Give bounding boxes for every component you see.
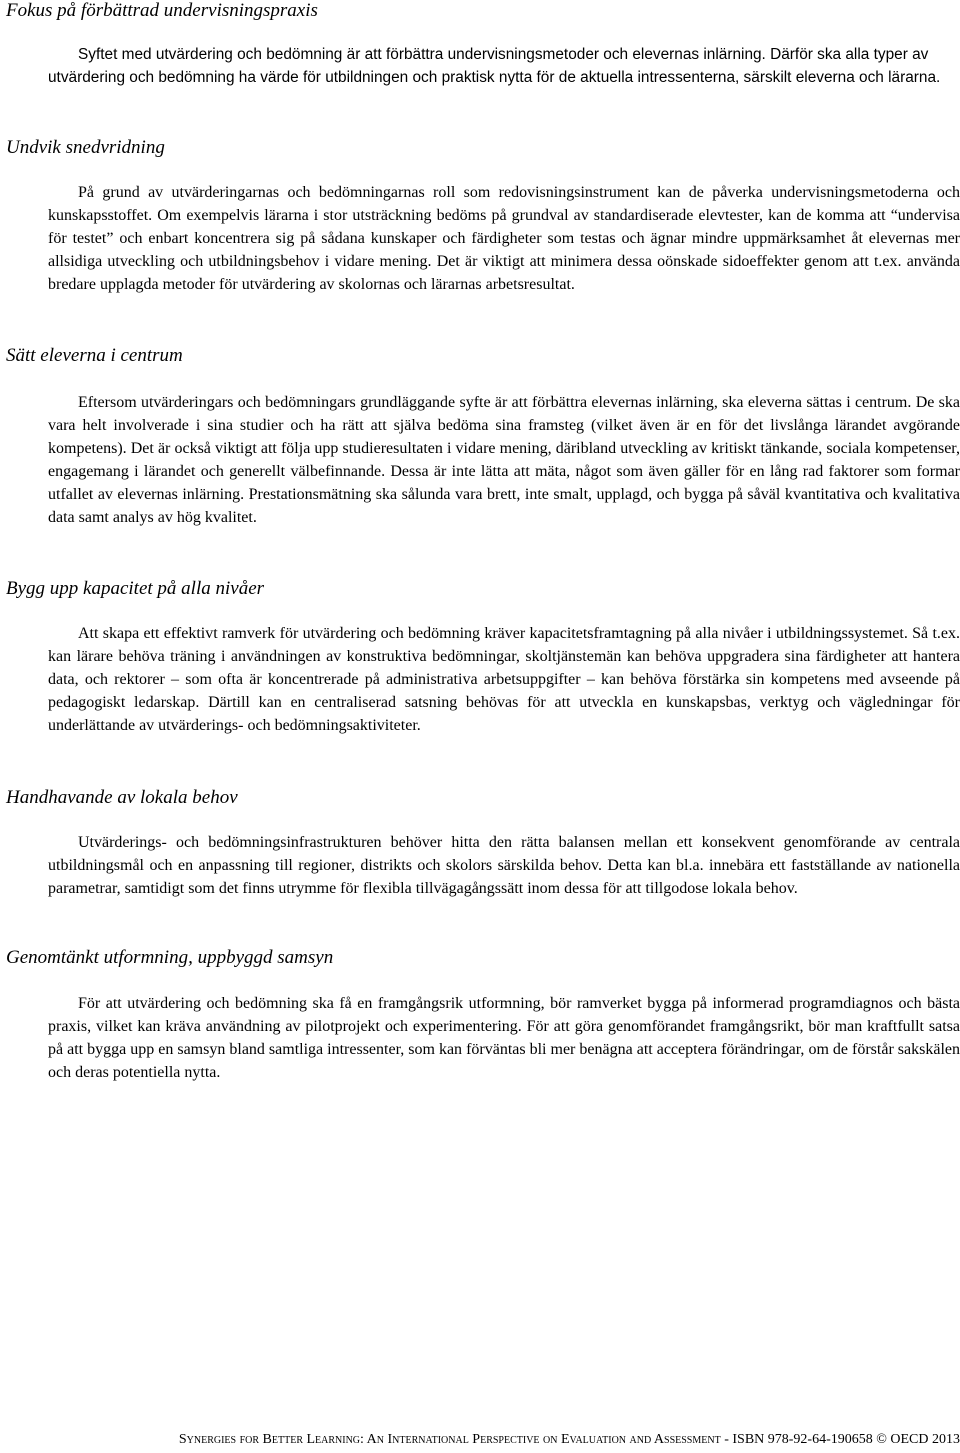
footer-isbn: - ISBN 978-92-64-190658 © OECD 2013	[720, 1432, 960, 1447]
section-heading-lokala-behov: Handhavande av lokala behov	[6, 787, 238, 808]
section-heading-fokus: Fokus på förbättrad undervisningspraxis	[6, 0, 318, 21]
section-heading-kapacitet: Bygg upp kapacitet på alla nivåer	[6, 578, 265, 599]
section-heading-samsyn: Genomtänkt utformning, uppbyggd samsyn	[6, 947, 334, 968]
section-body-centrum: Eftersom utvärderingars och bedömningars grundläggande syfte är att förbättra elevernas inlärning, ska eleverna sättas i centrum. De ska vara helt involverade i sina studier och ha rätt att själva bedöma sina framsteg (vilket även är en för det livslånga lärandet avgörande kompetens). Det är också viktigt att följa upp studieresultaten i vidare mening, däribland utveckling av kritiskt tänkande, sociala kompetenser, engagemang i lärandet och generellt välbefinnande. Dessa är inte lätta att mäta, något som även gäller för en lång rad faktorer som formar utfallet av elevernas inlärning. Prestationsmätning ska sålunda vara brett, inte smalt, upplagd, och bygga på såväl kvantitativa och kvalitativa data samt analys av hög kvalitet.	[48, 394, 960, 526]
section-body-kapacitet: Att skapa ett effektivt ramverk för utvärdering och bedömning kräver kapacitetsframtagning på alla nivåer i utbildningssystemet. Så t.ex. kan lärare behöva träning i användningen av konstruktiva bedömningar, skoltjänstemän kan behöva uppgradera sina färdigheter att hantera data, och rektorer – som ofta är koncentrerade på administrativa arbetsuppgifter – kan behöva förstärka sin kompetens med avseende på pedagogiskt ledarskap. Därtill kan en centraliserad satsning behövas för att utveckla en kunskapsbas, verktyg och vägledningar för underlättande av utvärderings- och bedömningsaktiviteter.	[48, 625, 960, 734]
section-heading-centrum: Sätt eleverna i centrum	[6, 345, 183, 366]
section-body-fokus: Syftet med utvärdering och bedömning är att förbättra undervisningsmetoder och elevernas inlärning. Därför ska alla typer av utvärdering och bedömning ha värde för utbildningen och praktisk nytta för de aktuella intressenterna, särskilt eleverna och lärarna.	[48, 46, 941, 86]
section-heading-snedvridning: Undvik snedvridning	[6, 137, 165, 158]
footer-title: Synergies for Better Learning: An International Perspective on Evaluation and Assessment	[178, 1432, 721, 1447]
section-body-samsyn: För att utvärdering och bedömning ska få en framgångsrik utformning, bör ramverket bygga på informerad programdiagnos och bästa praxis, vilket kan kräva användning av pilotprojekt och experimentering. För att göra genomförandet framgångsrikt, bör man kraftfullt satsa på att bygga upp en samsyn bland samtliga intressenter, som kan förväntas bli mer benägna att acceptera förändringar, om de förstår sakskälen och deras potentiella nytta.	[48, 995, 960, 1081]
section-body-lokala-behov: Utvärderings- och bedömningsinfrastrukturen behöver hitta den rätta balansen mellan ett konsekvent genomförande av centrala utbildningsmål och en anpassning till regioner, distrikts och skolors särskilda behov. Detta kan bl.a. innebära ett fastställande av nationella parametrar, samtidigt som det finns utrymme för flexibla tillvägagångssätt inom dessa för att tillgodose lokala behov.	[48, 834, 960, 897]
page-footer	[100, 1432, 960, 1448]
section-body-snedvridning: På grund av utvärderingarnas och bedömningarnas roll som redovisningsinstrument kan de påverka undervisningsmetoderna och kunskapsstoffet. Om exempelvis lärarna i stor utsträckning bedöms på grundval av standardiserade elevtester, kan de komma att “undervisa för testet” och enbart koncentrera sig på sådana kunskaper och färdigheter som testas och ägnar mindre uppmärksamhet åt elevernas mer allsidiga utveckling och utbildningsbehov i vidare mening. Det är viktigt att minimera dessa oönskade sidoeffekter genom att t.ex. använda bredare upplagda metoder för utvärdering av skolornas och lärarnas arbetsresultat.	[48, 184, 960, 293]
